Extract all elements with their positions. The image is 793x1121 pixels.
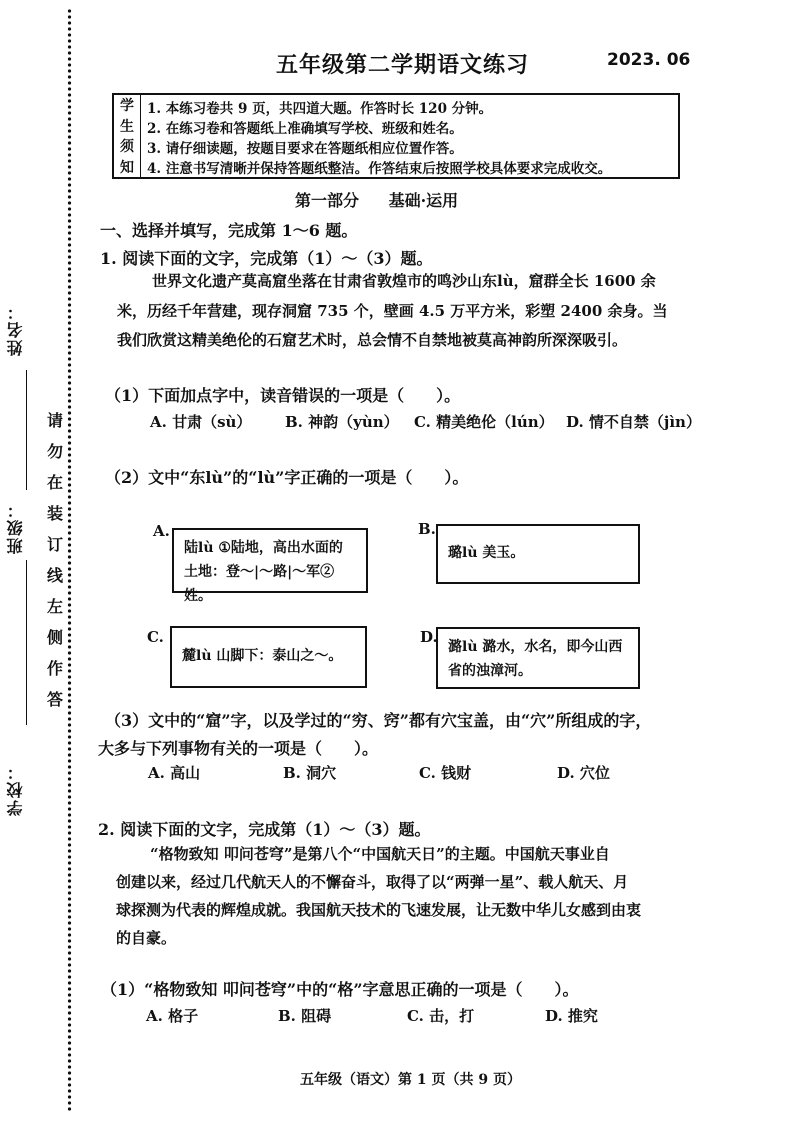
notice-side-char: 须 <box>120 139 134 156</box>
warning-char: 答 <box>46 690 63 709</box>
warning-char: 装 <box>46 504 63 523</box>
warning-char: 侧 <box>46 628 63 647</box>
binding-warning <box>45 405 65 715</box>
warning-char: 在 <box>46 473 63 492</box>
warning-char: 请 <box>46 411 63 430</box>
dictionary-box-a: 陆lù ①陆地，高出水面的土地：登～|～路|～军②姓。 <box>172 528 368 593</box>
name-blank <box>26 370 27 490</box>
option-d: D. 推究 <box>545 1007 598 1025</box>
q1-intro: 1. 阅读下面的文字，完成第（1）～（3）题。 <box>100 249 433 268</box>
q2-passage-line: 创建以来，经过几代航天人的不懈奋斗，取得了以“两弹一星”、载人航天、月 <box>116 873 629 891</box>
q2-passage-line: 的自豪。 <box>116 929 177 947</box>
part1-heading: 一、选择并填写，完成第 1～6 题。 <box>100 221 358 240</box>
option-b: B. 阻碍 <box>278 1007 332 1025</box>
box-c-letter: C. <box>147 628 164 646</box>
notice-item: 1. 本练习卷共 9 页，共四道大题。作答时长 120 分钟。 <box>147 101 493 117</box>
q2-intro: 2. 阅读下面的文字，完成第（1）～（3）题。 <box>98 820 431 839</box>
notice-side-char: 知 <box>120 159 134 176</box>
notice-item: 3. 请仔细读题，按题目要求在答题纸相应位置作答。 <box>147 141 463 157</box>
option-a: A. 格子 <box>146 1007 199 1025</box>
school-label: 学校： <box>6 762 25 816</box>
box-b-letter: B. <box>418 520 436 538</box>
option-c: C. 钱财 <box>419 764 472 782</box>
option-c: C. 击，打 <box>407 1007 475 1025</box>
option-d: D. 情不自禁（jìn） <box>566 413 701 431</box>
q1-3-question-line: 大多与下列事物有关的一项是（ ）。 <box>98 739 379 758</box>
q2-1-question: （1）“格物致知 叩问苍穹”中的“格”字意思正确的一项是（ ）。 <box>101 980 579 999</box>
option-c: C. 精美绝伦（lún） <box>414 413 554 431</box>
page-footer: 五年级（语文）第 1 页（共 9 页） <box>300 1072 521 1088</box>
q1-passage-line: 我们欣赏这精美绝伦的石窟艺术时，总会情不自禁地被莫高神韵所深深吸引。 <box>117 331 628 349</box>
exam-date: 2023. 06 <box>607 50 691 70</box>
notice-items <box>141 95 678 177</box>
box-a-letter: A. <box>153 522 170 540</box>
student-notice-box <box>112 93 680 179</box>
warning-char: 左 <box>46 597 63 616</box>
binding-dotted-line <box>67 8 72 1113</box>
q1-1-question: （1）下面加点字中，读音错误的一项是（ ）。 <box>105 386 461 405</box>
notice-side-char: 学 <box>120 98 134 115</box>
warning-char: 线 <box>46 566 63 585</box>
box-d-letter: D. <box>420 628 438 646</box>
q1-passage-line: 米，历经千年营建，现存洞窟 735 个，壁画 4.5 万平方米，彩塑 2400 余身。当 <box>117 302 668 320</box>
option-a: A. 甘肃（sù） <box>150 413 252 431</box>
warning-char: 勿 <box>46 442 63 461</box>
q1-3-question-line: （3）文中的“窟”字，以及学过的“穷、窍”都有穴宝盖，由“穴”所组成的字， <box>105 711 652 730</box>
q2-passage-line: “格物致知 叩问苍穹”是第八个“中国航天日”的主题。中国航天事业自 <box>150 845 610 863</box>
option-d: D. 穴位 <box>557 764 610 782</box>
dictionary-box-b: 璐lù 美玉。 <box>436 524 640 584</box>
option-a: A. 高山 <box>148 764 201 782</box>
name-label: 姓名： <box>6 302 25 356</box>
notice-item: 2. 在练习卷和答题纸上准确填写学校、班级和姓名。 <box>147 121 463 137</box>
dictionary-box-c: 麓lù 山脚下：泰山之～。 <box>170 626 367 688</box>
q1-passage-line: 世界文化遗产莫高窟坐落在甘肃省敦煌市的鸣沙山东lù，窟群全长 1600 余 <box>152 272 656 290</box>
option-b: B. 神韵（yùn） <box>285 413 399 431</box>
notice-side-label <box>114 95 141 177</box>
q1-2-question: （2）文中“东lù”的“lù”字正确的一项是（ ）。 <box>105 468 469 487</box>
section-title: 第一部分 基础·运用 <box>295 191 459 210</box>
option-b: B. 洞穴 <box>283 764 337 782</box>
warning-char: 订 <box>46 535 63 554</box>
notice-side-char: 生 <box>120 118 134 135</box>
notice-item: 4. 注意书写清晰并保持答题纸整洁。作答结束后按照学校具体要求完成收交。 <box>147 161 612 177</box>
q2-passage-line: 球探测为代表的辉煌成就。我国航天技术的飞速发展，让无数中华儿女感到由衷 <box>116 901 642 919</box>
class-label: 班级： <box>6 500 25 554</box>
page-title: 五年级第二学期语文练习 <box>276 52 530 78</box>
class-blank <box>26 560 27 725</box>
warning-char: 作 <box>46 659 63 678</box>
dictionary-box-d: 潞lù 潞水，水名，即今山西省的浊漳河。 <box>436 627 640 689</box>
